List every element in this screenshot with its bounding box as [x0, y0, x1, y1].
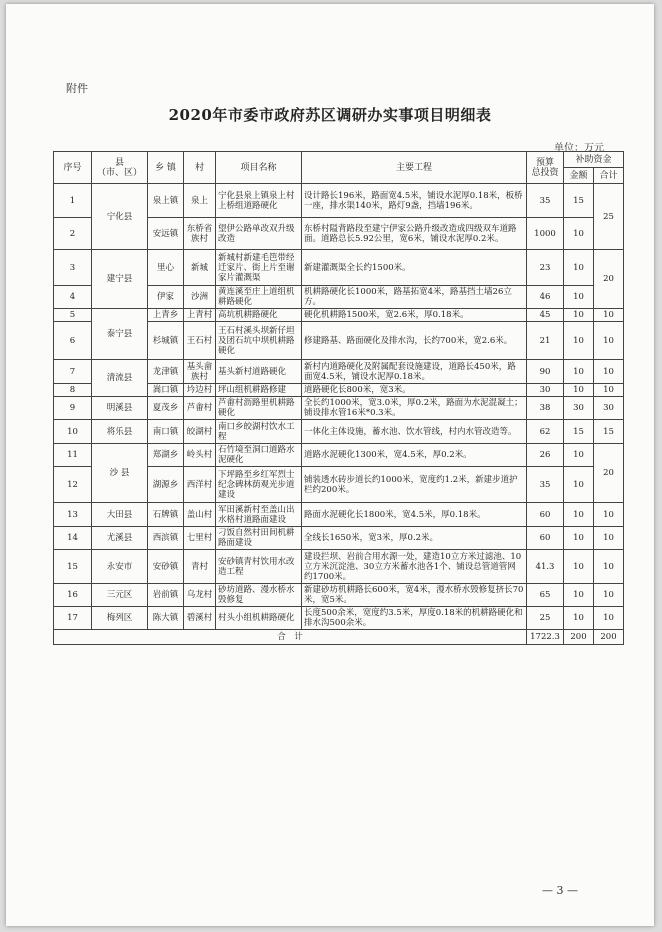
row-town: 泉上镇: [148, 184, 184, 218]
row-budget: 41.3: [527, 550, 564, 584]
row-seq: 5: [54, 309, 92, 322]
row-project: 宁化县泉上镇泉上村上桥组道路硬化: [216, 184, 302, 218]
row-amount: 30: [564, 397, 594, 420]
row-subsidy-total: 10: [594, 550, 624, 584]
row-amount: 10: [564, 444, 594, 467]
row-budget: 45: [527, 309, 564, 322]
row-budget: 21: [527, 322, 564, 360]
row-subsidy-total: 25: [594, 184, 624, 250]
row-town: 伊家: [148, 286, 184, 309]
row-town: 郑湖乡: [148, 444, 184, 467]
row-work: 机耕路硬化长1000米，路基拓宽4米，路基挡土墙26立方。: [302, 286, 527, 309]
row-budget: 1000: [527, 218, 564, 250]
row-county: 清流县: [92, 360, 148, 397]
row-budget: 26: [527, 444, 564, 467]
row-subsidy-total: 10: [594, 322, 624, 360]
row-seq: 1: [54, 184, 92, 218]
total-amount: 200: [564, 630, 594, 645]
row-town: 石牌镇: [148, 503, 184, 527]
row-project: 高坑机耕路硬化: [216, 309, 302, 322]
row-project: 石竹境至洞口道路水泥硬化: [216, 444, 302, 467]
row-county: 梅列区: [92, 607, 148, 630]
row-amount: 10: [564, 286, 594, 309]
row-village: 新城: [184, 250, 216, 286]
row-village: 岭头村: [184, 444, 216, 467]
row-town: 上青乡: [148, 309, 184, 322]
total-label: 合 计: [54, 630, 527, 645]
row-budget: 35: [527, 467, 564, 503]
row-work: 铺装透水砖步道长约1000米，宽度约1.2米，新建步道护栏约200米。: [302, 467, 527, 503]
row-seq: 4: [54, 286, 92, 309]
row-seq: 11: [54, 444, 92, 467]
row-town: 安砂镇: [148, 550, 184, 584]
row-subsidy-total: 20: [594, 250, 624, 309]
row-amount: 15: [564, 184, 594, 218]
row-subsidy-total: 15: [594, 420, 624, 444]
row-project: 基头新村道路硬化: [216, 360, 302, 384]
header-county: 县 （市、区）: [92, 152, 148, 184]
row-amount: 10: [564, 607, 594, 630]
row-county: 尤溪县: [92, 527, 148, 550]
row-village: 基头畲族村: [184, 360, 216, 384]
row-village: 乌龙村: [184, 584, 216, 607]
total-budget: 1722.3: [527, 630, 564, 645]
row-work: 一体化主体设施，蓄水池、饮水管线，村内水管改造等。: [302, 420, 527, 444]
row-budget: 62: [527, 420, 564, 444]
row-project: 下坪路至乡红军烈士纪念碑林荫观光步道建设: [216, 467, 302, 503]
row-project: 南口乡皎湖村饮水工程: [216, 420, 302, 444]
row-budget: 65: [527, 584, 564, 607]
row-town: 岩前镇: [148, 584, 184, 607]
row-village: 青村: [184, 550, 216, 584]
table-row: [54, 503, 624, 527]
document-title: 2020年市委市政府苏区调研办实事项目明细表: [168, 106, 492, 124]
row-subsidy-total: 10: [594, 309, 624, 322]
row-village: 盖山村: [184, 503, 216, 527]
row-amount: 10: [564, 322, 594, 360]
row-amount: 10: [564, 467, 594, 503]
unit-label: 单位：万元: [554, 143, 604, 154]
row-work: 设计路长196米，路面宽4.5米，铺设水泥厚0.18米，板桥一座，排水渠140米，路灯9盏，挡墙196米。: [302, 184, 527, 218]
row-project: 芦畬村沥路里机耕路硬化: [216, 397, 302, 420]
table-row: [54, 550, 624, 584]
row-village: 东桥省族村: [184, 218, 216, 250]
row-amount: 10: [564, 218, 594, 250]
row-project: 村头小组机耕路硬化: [216, 607, 302, 630]
header-budget: 预算 总投资: [527, 152, 564, 184]
row-county: 明溪县: [92, 397, 148, 420]
row-project: 新城村新建毛笆带经迁家片、街上片至谢家片灌溉渠: [216, 250, 302, 286]
row-village: 皎湖村: [184, 420, 216, 444]
row-town: 杉城镇: [148, 322, 184, 360]
header-total: 合计: [594, 168, 624, 184]
row-project: 砂坊道路、漫水桥水毁修复: [216, 584, 302, 607]
row-town: 西滨镇: [148, 527, 184, 550]
header-work: 主要工程: [302, 152, 527, 184]
row-village: 芦畬村: [184, 397, 216, 420]
row-seq: 15: [54, 550, 92, 584]
table-row: [54, 444, 624, 467]
row-work: 道路硬化长800米，宽3米。: [302, 384, 527, 397]
row-village: 西洋村: [184, 467, 216, 503]
row-work: 全线长1650米，宽3米，厚0.2米。: [302, 527, 527, 550]
row-work: 长度500余米，宽度约3.5米，厚度0.18米的机耕路硬化和排水沟500余米。: [302, 607, 527, 630]
row-budget: 23: [527, 250, 564, 286]
total-subsidy: 200: [594, 630, 624, 645]
row-project: 坪山组机耕路修建: [216, 384, 302, 397]
row-budget: 46: [527, 286, 564, 309]
row-project: 刁饭自然村田间机耕路面建设: [216, 527, 302, 550]
table-row: [54, 607, 624, 630]
row-seq: 9: [54, 397, 92, 420]
row-amount: 10: [564, 360, 594, 384]
row-seq: 12: [54, 467, 92, 503]
row-town: 龙津镇: [148, 360, 184, 384]
table-row: [54, 584, 624, 607]
row-village: 坅边村: [184, 384, 216, 397]
row-county: 沙 县: [92, 444, 148, 503]
row-subsidy-total: 10: [594, 607, 624, 630]
row-county: 永安市: [92, 550, 148, 584]
row-work: 新建砂坊机耕路长600米，宽4米，漫水桥水毁修复挤长70米，宽5米。: [302, 584, 527, 607]
table-row: [54, 184, 624, 218]
row-budget: 90: [527, 360, 564, 384]
row-amount: 10: [564, 550, 594, 584]
row-village: 上青村: [184, 309, 216, 322]
table-row: [54, 397, 624, 420]
row-work: 建设拦坝、岩前合用水源一处，建造10立方米过滤池、10立方米沉淀池、30立方米蓄水池各1个、铺设总管道管网约1700米。: [302, 550, 527, 584]
header-seq: 序号: [54, 152, 92, 184]
row-town: 嵩口镇: [148, 384, 184, 397]
row-budget: 60: [527, 503, 564, 527]
row-county: 将乐县: [92, 420, 148, 444]
row-work: 路面水泥硬化长1800米，宽4.5米，厚0.18米。: [302, 503, 527, 527]
table-row: [54, 360, 624, 384]
document-page: [6, 4, 654, 926]
table-row: [54, 250, 624, 286]
project-table: [53, 151, 624, 645]
row-seq: 2: [54, 218, 92, 250]
row-subsidy-total: 10: [594, 527, 624, 550]
row-subsidy-total: 10: [594, 384, 624, 397]
header-project: 项目名称: [216, 152, 302, 184]
row-subsidy-total: 10: [594, 503, 624, 527]
row-project: 军田溪新村至盖山出水格村道路面建设: [216, 503, 302, 527]
row-county: 泰宁县: [92, 309, 148, 360]
row-work: 硬化机耕路1500米，宽2.6米，厚0.18米。: [302, 309, 527, 322]
row-seq: 6: [54, 322, 92, 360]
row-project: 王石村溪头坝新仔坦及团石坑中坝机耕路硬化: [216, 322, 302, 360]
row-subsidy-total: 10: [594, 360, 624, 384]
row-county: 大田县: [92, 503, 148, 527]
row-seq: 13: [54, 503, 92, 527]
header-town: 乡 镇: [148, 152, 184, 184]
row-work: 东桥村隘背路段至建宁伊家公路升级改造成四级双车道路面。道路总长5.92公里，宽6米，铺设水泥厚0.2米。: [302, 218, 527, 250]
row-subsidy-total: 10: [594, 584, 624, 607]
row-county: 三元区: [92, 584, 148, 607]
row-budget: 38: [527, 397, 564, 420]
row-amount: 10: [564, 309, 594, 322]
header-amount: 金额: [564, 168, 594, 184]
row-seq: 14: [54, 527, 92, 550]
table-row: [54, 309, 624, 322]
row-seq: 7: [54, 360, 92, 384]
row-town: 里心: [148, 250, 184, 286]
row-budget: 60: [527, 527, 564, 550]
page-number: — 3 —: [542, 884, 578, 897]
row-budget: 30: [527, 384, 564, 397]
row-village: 碧溪村: [184, 607, 216, 630]
row-seq: 8: [54, 384, 92, 397]
row-work: 新建灌溉渠全长约1500米。: [302, 250, 527, 286]
row-subsidy-total: 30: [594, 397, 624, 420]
table-row: [54, 527, 624, 550]
row-town: 南口镇: [148, 420, 184, 444]
header-village: 村: [184, 152, 216, 184]
row-project: 黄连溪至庄上道组机耕路硬化: [216, 286, 302, 309]
row-county: 建宁县: [92, 250, 148, 309]
row-town: 陈大镇: [148, 607, 184, 630]
row-seq: 10: [54, 420, 92, 444]
total-row: [54, 630, 624, 645]
row-seq: 17: [54, 607, 92, 630]
row-project: 望伊公路单改双升级改造: [216, 218, 302, 250]
row-work: 新村内道路硬化及附属配套设施建设，道路长450米，路面宽4.5米，铺设水泥厚0.18米。: [302, 360, 527, 384]
row-village: 七里村: [184, 527, 216, 550]
row-town: 安远镇: [148, 218, 184, 250]
header-row: [54, 152, 624, 168]
row-village: 沙洲: [184, 286, 216, 309]
table-row: [54, 420, 624, 444]
row-project: 安砂镇青村饮用水改造工程: [216, 550, 302, 584]
row-amount: 10: [564, 584, 594, 607]
row-subsidy-total: 20: [594, 444, 624, 503]
row-amount: 10: [564, 250, 594, 286]
row-work: 全长约1000米，宽3.0米，厚0.2米，路面为水泥混凝土；铺设排水管16米*0.3米。: [302, 397, 527, 420]
row-amount: 10: [564, 527, 594, 550]
row-work: 道路水泥硬化1300米，宽4.5米，厚0.2米。: [302, 444, 527, 467]
row-town: 夏茂乡: [148, 397, 184, 420]
row-amount: 10: [564, 384, 594, 397]
row-amount: 10: [564, 503, 594, 527]
row-village: 王石村: [184, 322, 216, 360]
row-budget: 35: [527, 184, 564, 218]
row-amount: 15: [564, 420, 594, 444]
attachment-label: 附件: [66, 82, 88, 95]
row-seq: 16: [54, 584, 92, 607]
row-county: 宁化县: [92, 184, 148, 250]
row-work: 修建路基、路面硬化及排水沟，长约700米，宽2.6米。: [302, 322, 527, 360]
row-seq: 3: [54, 250, 92, 286]
row-town: 湖源乡: [148, 467, 184, 503]
row-budget: 25: [527, 607, 564, 630]
row-village: 泉上: [184, 184, 216, 218]
header-subsidy: 补助资金: [564, 152, 624, 168]
